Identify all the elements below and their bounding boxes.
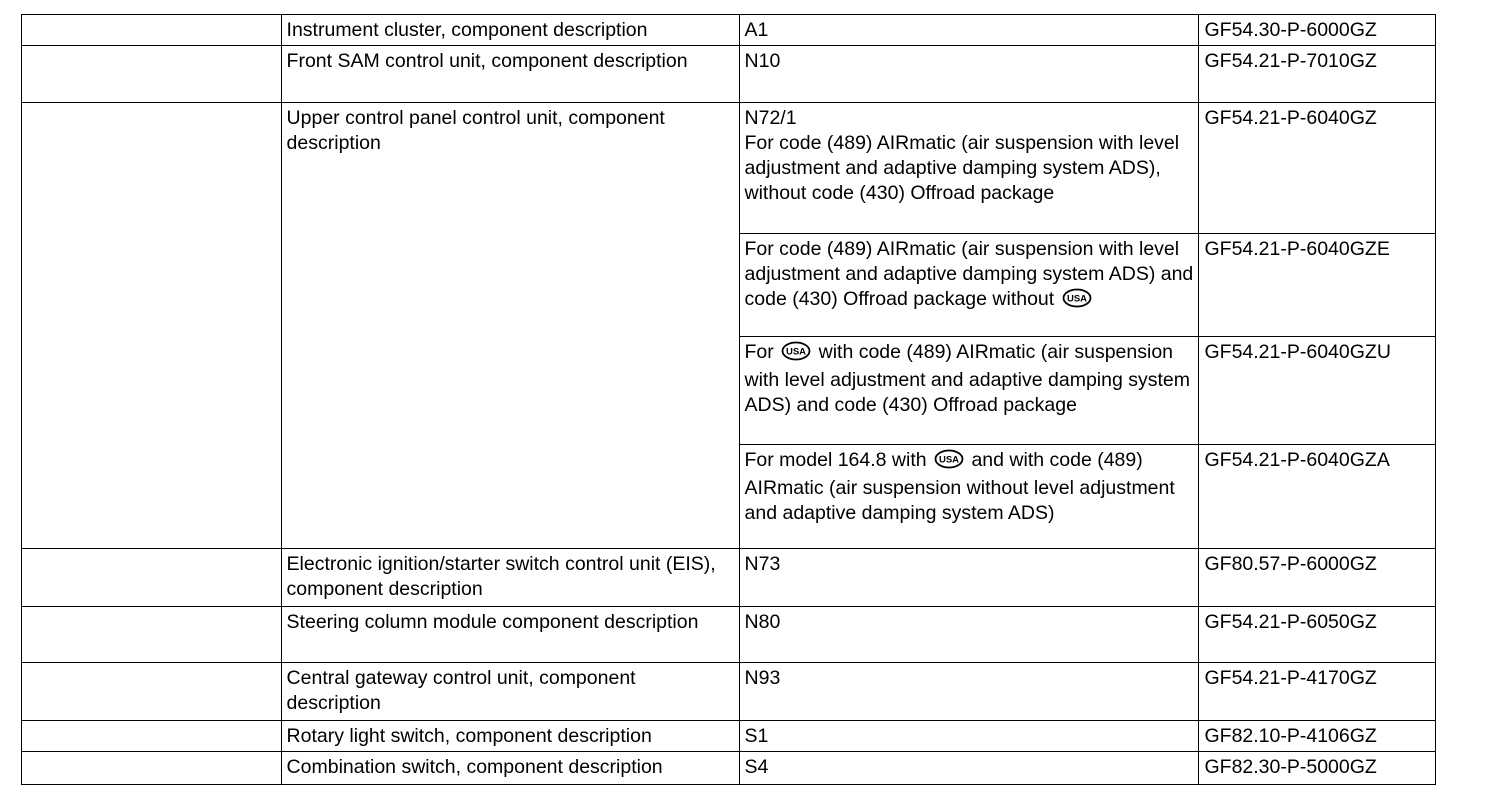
document-cell	[1199, 337, 1436, 445]
description-cell	[281, 607, 739, 663]
description-text: Instrument cluster, component description	[286, 19, 648, 41]
svg-text:USA: USA	[939, 454, 960, 466]
component-description-table	[21, 14, 1436, 785]
usa-badge-icon	[934, 449, 964, 476]
designation-cell	[739, 752, 1199, 785]
blank-cell	[22, 607, 282, 663]
table-row	[22, 663, 1436, 721]
table-row	[22, 46, 1436, 103]
document-number-link[interactable]: GF54.21-P-6040GZE	[1204, 238, 1390, 260]
svg-text:USA: USA	[786, 346, 807, 358]
table-row	[22, 103, 1436, 234]
variant-cell	[739, 337, 1199, 445]
description-text: Combination switch, component description	[286, 756, 663, 778]
usa-badge-icon	[1062, 288, 1092, 315]
designation-text: N72/1	[744, 107, 797, 129]
table-row	[22, 607, 1436, 663]
usa-badge-icon	[781, 341, 811, 368]
table-row	[22, 752, 1436, 785]
designation-cell	[739, 663, 1199, 721]
blank-cell	[22, 721, 282, 752]
document-number-link[interactable]: GF54.21-P-7010GZ	[1204, 50, 1377, 72]
blank-cell	[22, 15, 282, 46]
designation-text: S4	[744, 756, 769, 778]
designation-cell	[739, 15, 1199, 46]
document-cell	[1199, 445, 1436, 549]
description-text: Front SAM control unit, component description	[286, 50, 688, 72]
variant-text: For code (489) AIRmatic (air suspension with level adjustment and adaptive damping system ADS), without code (430) Offroad package	[744, 132, 1180, 204]
document-number-link[interactable]: GF54.21-P-4170GZ	[1204, 667, 1377, 689]
variant-text: For model 164.8 with	[744, 449, 927, 471]
document-cell	[1199, 103, 1436, 234]
designation-text: N80	[744, 611, 781, 633]
table-row	[22, 721, 1436, 752]
description-text: Central gateway control unit, component description	[286, 667, 636, 714]
description-cell	[281, 15, 739, 46]
blank-cell	[22, 663, 282, 721]
table-row	[22, 15, 1436, 46]
description-cell	[281, 103, 739, 549]
variant-cell	[739, 445, 1199, 549]
description-text: Steering column module component description	[286, 611, 699, 633]
blank-cell	[22, 46, 282, 103]
variant-text: and with code (489) AIRmatic (air suspension without level adjustment and adaptive damping system ADS)	[744, 449, 1175, 524]
description-text: Electronic ignition/starter switch control unit (EIS), component description	[286, 553, 716, 600]
designation-text: S1	[744, 725, 769, 747]
designation-text: N73	[744, 553, 781, 575]
document-cell	[1199, 721, 1436, 752]
table-row	[22, 549, 1436, 607]
designation-cell	[739, 721, 1199, 752]
document-cell	[1199, 663, 1436, 721]
document-cell	[1199, 15, 1436, 46]
blank-cell	[22, 103, 282, 549]
designation-cell	[739, 549, 1199, 607]
document-number-link[interactable]: GF54.30-P-6000GZ	[1204, 19, 1377, 41]
blank-cell	[22, 549, 282, 607]
description-cell	[281, 721, 739, 752]
designation-text: A1	[744, 19, 769, 41]
designation-text: N93	[744, 667, 781, 689]
document-number-link[interactable]: GF54.21-P-6050GZ	[1204, 611, 1377, 633]
designation-cell	[739, 103, 1199, 234]
document-cell	[1199, 607, 1436, 663]
document-number-link[interactable]: GF82.30-P-5000GZ	[1204, 756, 1377, 778]
description-text: Rotary light switch, component description	[286, 725, 652, 747]
blank-cell	[22, 752, 282, 785]
description-cell	[281, 46, 739, 103]
description-text: Upper control panel control unit, component description	[286, 107, 665, 154]
description-cell	[281, 752, 739, 785]
variant-text: For	[744, 341, 774, 363]
document-cell	[1199, 234, 1436, 337]
variant-cell	[739, 234, 1199, 337]
document-number-link[interactable]: GF80.57-P-6000GZ	[1204, 553, 1377, 575]
variant-text: For code (489) AIRmatic (air suspension with level adjustment and adaptive damping system ADS) and code (430) Offroad package without	[744, 238, 1194, 310]
document-cell	[1199, 752, 1436, 785]
description-cell	[281, 549, 739, 607]
designation-text: N10	[744, 50, 781, 72]
document-number-link[interactable]: GF54.21-P-6040GZ	[1204, 107, 1377, 129]
designation-cell	[739, 607, 1199, 663]
document-cell	[1199, 46, 1436, 103]
document-number-link[interactable]: GF54.21-P-6040GZA	[1204, 449, 1390, 471]
document-cell	[1199, 549, 1436, 607]
description-cell	[281, 663, 739, 721]
variant-text: with code (489) AIRmatic (air suspension with level adjustment and adaptive damping system ADS) and code (430) Offroad package	[744, 341, 1191, 416]
document-number-link[interactable]: GF54.21-P-6040GZU	[1204, 341, 1391, 363]
document-number-link[interactable]: GF82.10-P-4106GZ	[1204, 725, 1377, 747]
svg-text:USA: USA	[1066, 293, 1087, 305]
designation-cell	[739, 46, 1199, 103]
